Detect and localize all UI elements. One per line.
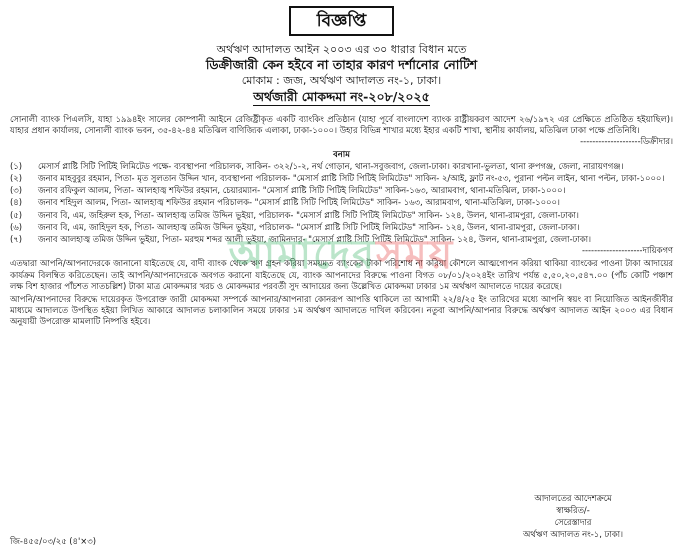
watermark-part1: আমাদের [228, 232, 377, 278]
objection-paragraph: আপনি/আপনাদের বিরুদ্ধে দায়েরকৃত উপরোক্ত জারী মোকদ্দমা সম্পর্কে আপনার/আপনারা কোনরূপ আপত্তি থাকিলে তা আগামী ২২/৪/২৫ ইং তারিখের মধ্যে আপনি স্বয়ং বা নিয়োজিত আইনজীবীর মাধ্যমে আদালতে উপস্থিত হইয়া লিখিত আকারে আদালত চলাকালিন সময়ে ঢাকার ১ম অর্থঋণ আদালতে দাখিল করিবেন। নতুবা আপনি/আপনার বিরুদ্ধে অর্থঋণ আদালত আইন ২০০৩ এর বিধান অনুযায়ী উপরোক্ত মামলাটি নিষ্পত্তি হইবে। [10, 294, 673, 327]
party-text: জনাব বি, এম, জহিরুল হক, পিতা- আলহাজ্ব তমিজ উদ্দিন ভুইয়া, পরিচালক- "মেসার্স প্লাষ্টি সিটি পিটিই লিমিটেড" সাকিন- ১২৪, উলন, থানা-রামপুরা, জেলা-ঢাকা। [38, 209, 579, 220]
party-text: জনাব মাহবুবুর রহমান, পিতা- মৃত সুলতান উদ্দিন খান, ব্যবস্থাপনা পরিচালক- "মেসার্স প্লাষ্টি সিটি পিটিই লিমিটেড" সাকিন- ২/আই, ফ্লাট নং-৫৩, পুরানা পল্টন লাইন, থানা পল্টন, ঢাকা-১০০০। [38, 173, 665, 184]
party-number: (১) [10, 160, 22, 171]
signature-signed: স্বাক্ষরিত/- [556, 505, 590, 515]
party-number: (৭) [10, 234, 22, 245]
party-item [10, 173, 673, 184]
signature-order: আদালতের আদেশক্রমে [534, 493, 612, 503]
decree-holder-label: --------------------ডিক্রীদার। [580, 136, 673, 147]
party-text: মেসার্স প্লাষ্টি সিটি পিটিই লিমিটেড পক্ষে- ব্যবস্থাপনা পরিচালক, সাকিন- ৩২২/১-২, নর্থ গোড়ান, থানা-সবুজবাগ, জেলা-ঢাকা। কারখানা-ভুলতা, থানা রুপগঞ্জ, জেলা, নারায়ণগঞ্জ। [38, 160, 624, 171]
party-number: (৩) [10, 185, 22, 196]
party-item [10, 210, 673, 221]
reference-number: জি-৪৫৫/০৩/২৫ (৪'×৩) [10, 535, 97, 546]
title-container [10, 6, 673, 36]
signature-court: অর্থঋণ আদালত নং-১, ঢাকা। [523, 529, 623, 539]
case-number: অর্থজারী মোকদ্দমা নং-২০৮/২০২৫ [253, 89, 430, 104]
heading-law-reference: অর্থঋণ আদালত আইন ২০০৩ এর ৩০ ধারার বিধান মতে [216, 43, 467, 56]
party-text: জনাব রফিকুল আলম, পিতা- আলহাজ্ব শফিউর রহমান, চেয়ারম্যান- "মেসার্স প্লাষ্টি সিটি পিটিই লিমিটেড" সাকিন-১৬৩, আরামবাগ, থানা-মতিঝিল, ঢাকা-১০০০। [38, 185, 566, 196]
versus-label: বনাম [333, 148, 350, 159]
heading-show-cause: ডিক্রীজারী কেন হইবে না তাহার কারণ দর্শানোর নোটিশ [205, 57, 478, 72]
party-text: জনাব শহিদুল আলম, পিতা- আলহাজ্ব শফিউর রহমান পরিচালক- "মেসার্স প্লাষ্টি সিটি পিটিই লিমিটেড" সাকিন- ১৬৩, আরামবাগ, থানা-মতিঝিল, ঢাকা-১০০০। [38, 197, 560, 208]
watermark-part2: সময় [376, 232, 455, 278]
party-item [10, 197, 673, 208]
case-number-container [10, 89, 673, 106]
debtors-label: --------------------দায়িকগণ [581, 245, 673, 256]
signature-block [523, 492, 623, 540]
heading-court: মোকাম : জজ, অর্থঋণ আদালত নং-১, ঢাকা। [241, 74, 442, 87]
party-number: (৫) [10, 209, 22, 220]
party-text: জনাব আলহাজ্ব তমিজ উদ্দিন ভুইয়া, পিতা- মরহুম শব্দর আলী ভুইয়া, জামিনদার- "মেসার্স প্লাষ্টি সিটি পিটিই লিমিটেড" সাকিন- ১২৪, উলন, থানা-রামপুরা, জেলা-ঢাকা। [38, 234, 592, 245]
signature-designation: সেরেস্তাদার [554, 517, 592, 527]
party-number: (৬) [10, 221, 22, 232]
party-item [10, 185, 673, 196]
notice-body-paragraph: এতদ্বারা আপনি/আপনাদেরকে জানানো যাইতেছে যে, বাদী ব্যাংক থেকে ঋণ গ্রহন করিয়া সময়মত ব্যাংকের টাকা পরিশোধ না করিয়া কৌশলে আত্মগোপন করিয়া থাকিয়া ব্যাংকের পাওনা টাকা আদায়ের কার্যক্রম বিলম্বিত করিতেছেন। তাই আপনি/আপনাদেরকে অবগত করানো যাইতেছে যে, ব্যাংক আপনাদের বিরুদ্ধে পাওনা বিগত ০৮/০১/২০২৪ইং তারিখ পর্যন্ত ৫,৫০,২০,৫৪৭.০০ (পাঁচ কোটি পঞ্চাশ লক্ষ বিশ হাজার পাঁচশত সাতচল্লিশ) টাকা মাত্র মোকদ্দমার খরচ ও মোকদ্দমার পরবর্তী সুদ আদায়ের জন্য উল্লেখিত মোকদ্দমা ঢাকার ১ম অর্থঋণ আদালতে দায়ের করেছে। [10, 258, 673, 291]
party-item [10, 161, 673, 172]
watermark-logo [0, 232, 683, 278]
party-text: জনাব বি, এম, জাহিদুল হক, পিতা- আলহাজ্ব তমিজ উদ্দিন ভুইয়া, পরিচালক- "মেসার্স প্লাষ্টি সিটি পিটিই লিমিটেড" সাকিন- ১২৪, উলন, থানা-রামপুরা, জেলা-ঢাকা। [38, 221, 580, 232]
notice-title: বিজ্ঞপ্তি [289, 6, 394, 36]
intro-paragraph: সোনালী ব্যাংক পিএলসি, যাহা ১৯৯৪ইং সালের কোম্পানী আইনে রেজিষ্ট্রীকৃত একটি ব্যাংকিং প্রতিষ্ঠান (যাহা পূর্বে বাংলাদেশ ব্যাংক রাষ্ট্রীয়করণ আদেশ ২৬/১৯৭২ এর প্রেক্ষিতে প্রতিষ্ঠিত হইয়াছিল)। যাহার প্রধান কার্যালয়, সোনালী ব্যাংক ভবন, ৩৫-৪২-৪৪ মতিঝিল বাণিজ্যিক এলাকা, ঢাকা-১০০০। উহার বিভিন্ন শাখার মধ্যে ইহার একটি শাখা, স্থানীয় কার্যালয়, মতিঝিল ঢাকা পক্ষে প্রতিনিধি। [10, 114, 673, 136]
party-number: (৪) [10, 197, 22, 208]
party-number: (২) [10, 173, 22, 184]
